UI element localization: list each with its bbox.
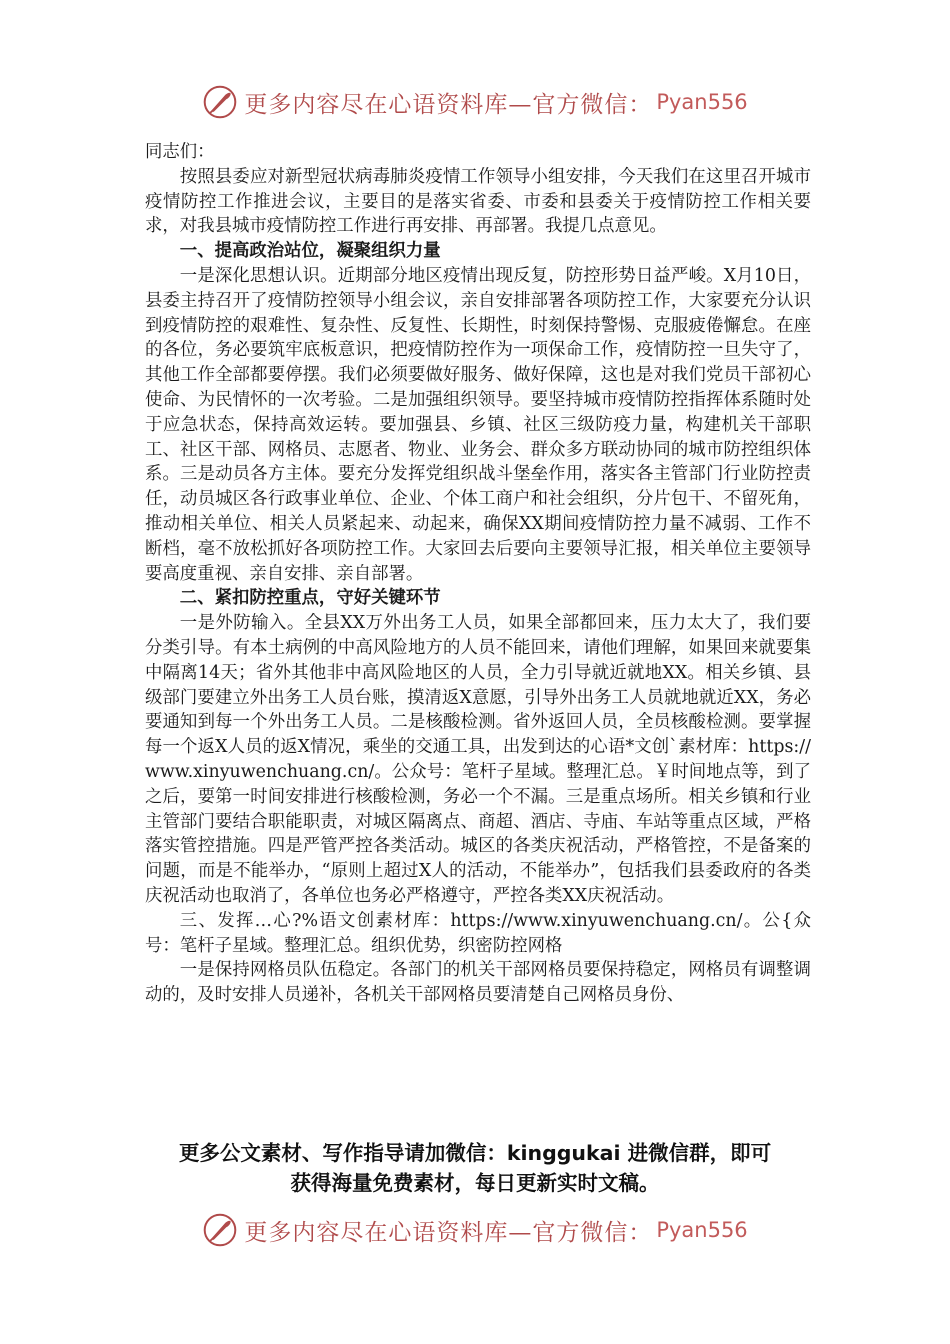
banner-text: 更多内容尽在心语资料库—官方微信： [244,91,653,118]
quill-pen-icon [202,84,238,120]
footer-note-line-1: 更多公文素材、写作指导请加微信：kinggukai 进微信群，即可 [178,1141,772,1165]
section-heading-1: 一、提高政治站位，凝聚组织力量 [179,241,441,262]
banner-wechat-id: Pyan556 [656,1218,748,1242]
footer-banner [0,1208,950,1252]
section-heading-2: 二、紧扣防控重点，守好关键环节 [179,588,441,609]
paragraph-section-3: 一是保持网格员队伍稳定。各部门的机关干部网格员要保持稳定，网格员有调整调动的，及时安排人员递补，各机关干部网格员要清楚自己网格员身份、 [145,960,811,1006]
paragraph-section-1: 一是深化思想认识。近期部分地区疫情出现反复，防控形势日益严峻。X月10日，县委主持召开了疫情防控领导小组会议，亲自安排部署各项防控工作，大家要充分认识到疫情防控的艰难性、复杂性、反复性、长期性，时刻保持警惕、克服疲倦懈怠。在座的各位，务必要筑牢底板意识，把疫情防控作为一项保命工作，疫情防控一旦失守了，其他工作全部都要停摆。我们必须要做好服务、做好保障，这也是对我们党员干部初心使命、为民情怀的一次考验。二是加强组织领导。要坚持城市疫情防控指挥体系随时处于应急状态，保持高效运转。要加强县、乡镇、社区三级防疫力量，构建机关干部职工、社区干部、网格员、志愿者、物业、业务会、群众多方联动协同的城市防控组织体系。三是动员各方主体。要充分发挥党组织战斗堡垒作用，落实各主管部门行业防控责任，动员城区各行政事业单位、企业、个体工商户和社会组织，分片包干、不留死角，推动相关单位、相关人员紧起来、动起来，确保XX期间疫情防控力量不减弱、工作不断档，毫不放松抓好各项防控工作。大家回去后要向主要领导汇报，相关单位主要领导要高度重视、亲自安排、亲自部署。 [145,265,811,584]
header-banner [0,80,950,124]
salutation: 同志们： [145,142,215,162]
section-heading-3: 三、发挥…心?%语文创素材库：https://www.xinyuwenchuang.cn/。公{众号：笔杆子星域。整理汇总。组织优势，织密防控网格 [145,910,811,956]
footer-note-line-2: 获得海量免费素材，每日更新实时文稿。 [290,1171,660,1195]
document-body [145,140,811,1008]
footer-note [100,1138,850,1198]
quill-pen-icon [202,1212,238,1248]
banner-text: 更多内容尽在心语资料库—官方微信： [244,1219,653,1246]
paragraph-intro: 按照县委应对新型冠状病毒肺炎疫情工作领导小组安排，今天我们在这里召开城市疫情防控工作推进会议，主要目的是落实省委、市委和县委关于疫情防控工作相关要求，对我县城市疫情防控工作进行再安排、再部署。我提几点意见。 [145,166,811,237]
paragraph-section-2: 一是外防输入。全县XX万外出务工人员，如果全部都回来，压力太大了，我们要分类引导。有本土病例的中高风险地方的人员不能回来，请他们理解，如果回来就要集中隔离14天；省外其他非中高风险地区的人员，全力引导就近就地XX。相关乡镇、县级部门要建立外出务工人员台账，摸清返X意愿，引导外出务工人员就地就近XX，务必要通知到每一个外出务工人员。二是核酸检测。省外返回人员，全员核酸检测。要掌握每一个返X人员的返X情况，乘坐的交通工具，出发到达的心语*文创`素材库：https://www.xinyuwenchuang.cn/。公众号：笔杆子星域。整理汇总。￥时间地点等，到了之后，要第一时间安排进行核酸检测，务必一个不漏。三是重点场所。相关乡镇和行业主管部门要结合职能职责，对城区隔离点、商超、酒店、寺庙、车站等重点区域，严格落实管控措施。四是严管严控各类活动。城区的各类庆祝活动，严格管控，不是备案的问题，而是不能举办，“原则上超过X人的活动，不能举办”，包括我们县委政府的各类庆祝活动也取消了，各单位也务必严格遵守，严控各类XX庆祝活动。 [145,613,811,906]
banner-wechat-id: Pyan556 [656,90,748,114]
